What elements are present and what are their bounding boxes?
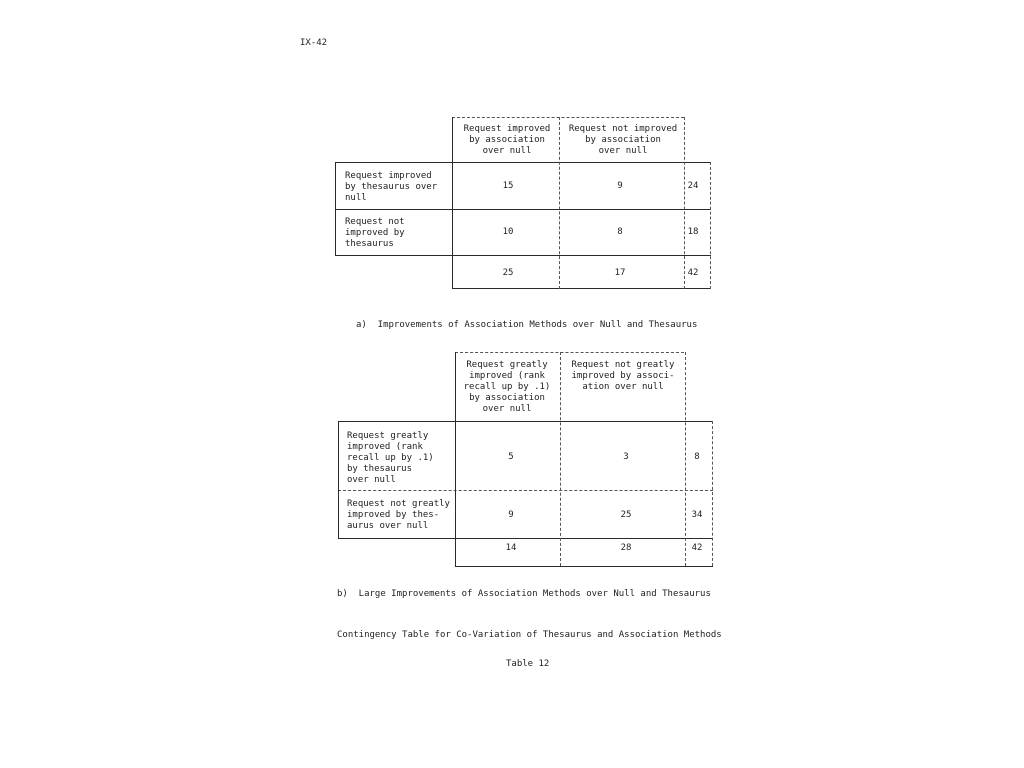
table-b-row-header-greatly-improved: Request greatly improved (rank recall up by .1) by thesaurus over null [347,431,434,485]
table-a-cell-r1c2: 9 [617,181,623,191]
table-b-rule-row1 [338,490,713,491]
table-a-cell-r2c2: 8 [617,227,623,237]
table-b-cell-r1c1: 5 [508,452,514,462]
table-a-divider-2 [559,117,560,289]
table-b-row-total-1: 8 [694,452,700,462]
table-a-row-total-2: 18 [687,227,699,237]
page-id: IX-42 [300,38,328,48]
table-b-left-border [338,421,339,538]
table-b-row-header-not-greatly-improved: Request not greatly improved by thes- aurus over null [347,499,450,531]
table-b-divider-1 [455,352,456,566]
table-a-row-header-improved: Request improved by thesaurus over null [345,171,438,203]
table-b-top-rule [455,352,684,353]
table-b-bottom-rule [455,566,713,567]
table-a-row-total-1: 24 [687,181,699,191]
table-b-divider-3 [685,352,686,566]
table-b-grand-total: 42 [691,543,703,553]
table-b-cell-r2c2: 25 [620,510,632,520]
table-number: Table 12 [506,659,550,669]
table-a-left-border [335,162,336,255]
table-b-rule-row2 [338,538,713,539]
table-a-col-total-1: 25 [502,268,514,278]
table-b-col-header-greatly-improved: Request greatly improved (rank recall up by .1) by association over null [463,360,551,414]
table-a-col-header-improved: Request improved by association over null [463,124,551,156]
table-a-cell-r2c1: 10 [502,227,514,237]
table-a-col-header-not-improved: Request not improved by association over null [568,124,678,156]
table-a-divider-1 [452,117,453,289]
table-a-rule-header [335,162,711,163]
table-a-cell-r1c1: 15 [502,181,514,191]
table-a-right-border [710,162,711,289]
table-a-bottom-rule [452,288,710,289]
table-a-caption: a) Improvements of Association Methods over Null and Thesaurus [356,320,698,330]
table-a-grand-total: 42 [687,268,699,278]
table-b-col-total-1: 14 [505,543,517,553]
table-b-col-header-not-greatly-improved: Request not greatly improved by associ- ation over null [571,360,675,392]
table-a-rule-row2 [335,255,711,256]
table-b-cell-r1c2: 3 [623,452,629,462]
table-a-top-rule [452,117,684,118]
table-b-col-total-2: 28 [620,543,632,553]
table-a-rule-row1 [335,209,711,210]
table-title: Contingency Table for Co-Variation of Thesaurus and Association Methods [337,630,722,640]
table-b-rule-header [338,421,713,422]
table-b-right-border [712,421,713,566]
table-b-caption: b) Large Improvements of Association Methods over Null and Thesaurus [337,589,711,599]
table-a-row-header-not-improved: Request not improved by thesaurus [345,217,405,249]
table-b-cell-r2c1: 9 [508,510,514,520]
table-b-divider-2 [560,352,561,566]
table-a-divider-3 [684,117,685,289]
table-a-col-total-2: 17 [614,268,626,278]
table-b-row-total-2: 34 [691,510,703,520]
